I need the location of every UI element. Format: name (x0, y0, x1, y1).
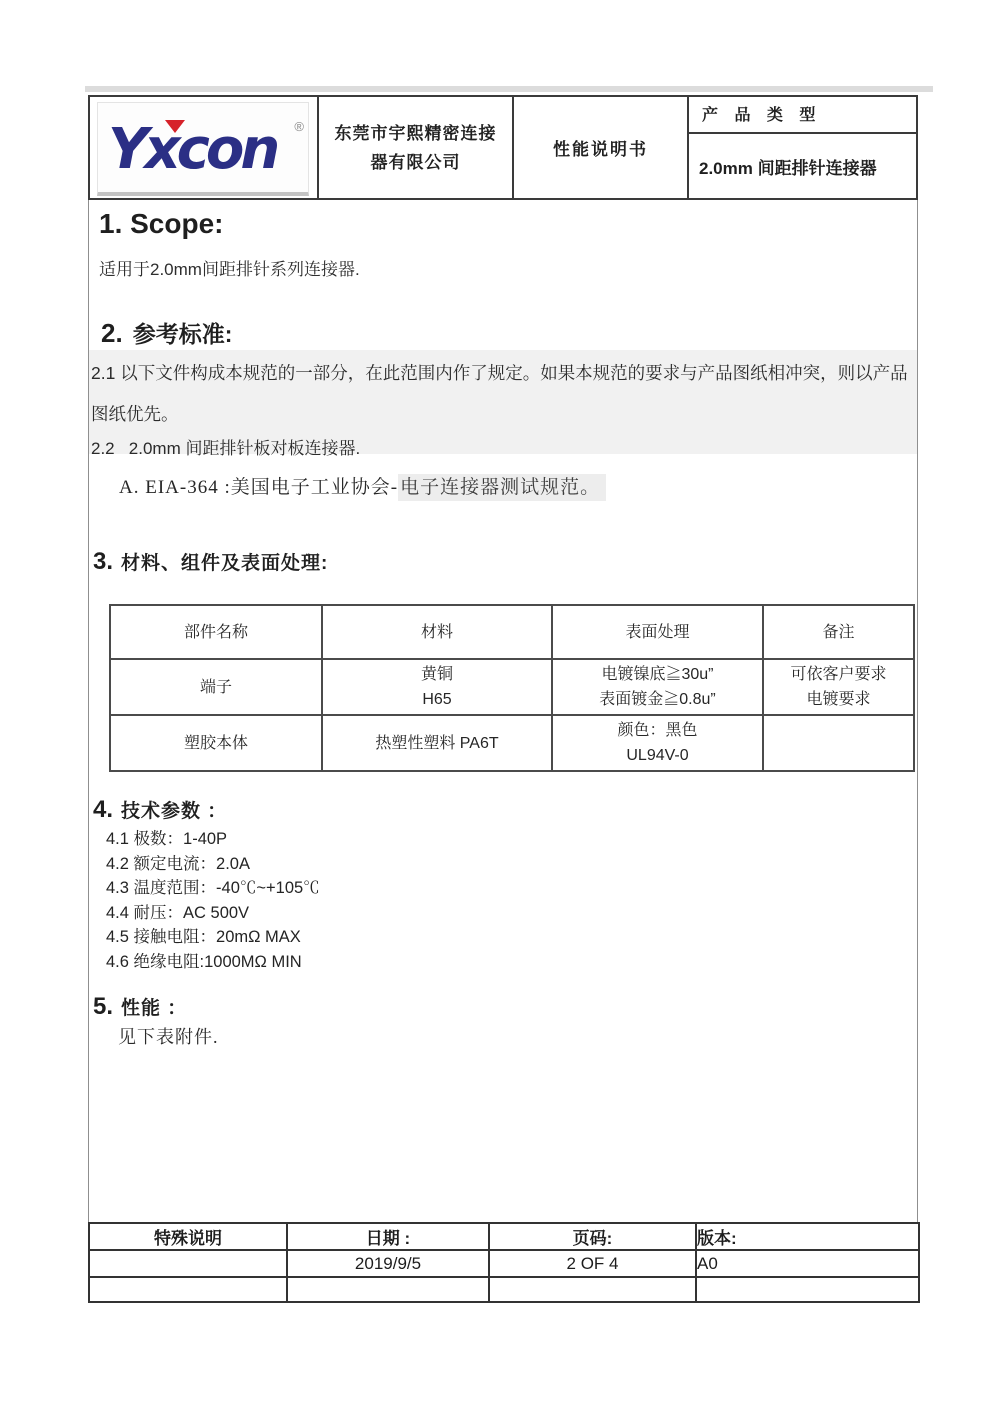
section2-number: 2. (101, 318, 123, 348)
materials-table (109, 604, 915, 772)
cell-part-name: 端子 (110, 659, 322, 715)
footer-version-value: A0 (696, 1250, 919, 1277)
logo-cell (90, 97, 317, 198)
section4-title (93, 796, 227, 824)
footer-header-row (89, 1223, 919, 1250)
section3-heading-text: 材料、组件及表面处理: (121, 553, 329, 574)
scan-artifact-strip (85, 86, 933, 92)
footer-page-value: 2 OF 4 (489, 1250, 696, 1277)
section5-body: 见下表附件. (118, 1027, 219, 1047)
reference-paragraph-block (89, 350, 917, 458)
footer-header-version: 版本: (696, 1223, 919, 1250)
list-item: 4.3 温度范围：-40℃~+105℃ (106, 879, 320, 897)
reference-a-prefix: A. EIA-364 :美国电子工业协会- (119, 477, 399, 498)
company-name-line2: 器有限公司 (370, 152, 461, 172)
materials-header-material: 材料 (322, 605, 552, 659)
cell-note: 可依客户要求 电镀要求 (763, 659, 914, 715)
paragraph-2-2: 2.2 2.0mm 间距排针板对板连接器. (91, 439, 361, 458)
list-item: 4.6 绝缘电阻:1000MΩ MIN (106, 952, 302, 971)
section5-number: 5. (93, 993, 114, 1020)
materials-header-row (110, 605, 914, 659)
logo-wordmark: Yxcon (108, 117, 277, 182)
cell-surface-treatment: 颜色：黑色 UL94V-0 (552, 715, 763, 771)
product-type-value: 2.0mm 间距排针连接器 (699, 158, 877, 178)
paragraph-2-1: 2.1 以下文件构成本规范的一部分，在此范围内作了规定。如果本规范的要求与产品图纸相冲突，则以产品图纸优先。 (91, 363, 908, 424)
list-item: 4.1 极数：1-40P (106, 830, 228, 848)
section4-number: 4. (93, 796, 114, 823)
footer-header-special-note: 特殊说明 (89, 1223, 287, 1250)
section3-number: 3. (93, 548, 114, 575)
cell-material: 黄铜 H65 (322, 659, 552, 715)
product-type-cell (687, 97, 916, 198)
technical-parameters-list (106, 827, 320, 974)
list-item: 4.2 额定电流：2.0A (106, 854, 250, 873)
section1-title: 1. Scope: (99, 208, 224, 239)
reference-item-a (119, 472, 606, 499)
logo-triangle-icon (165, 120, 185, 133)
header-table (88, 95, 918, 200)
company-logo (97, 102, 309, 196)
section1-body: 适用于2.0mm间距排针系列连接器. (99, 260, 360, 279)
footer-value-row (89, 1250, 919, 1277)
materials-header-note: 备注 (763, 605, 914, 659)
document-body (88, 200, 918, 1222)
materials-row-housing (110, 715, 914, 771)
footer-header-page: 页码: (489, 1223, 696, 1250)
footer-special-note-value (89, 1250, 287, 1277)
materials-header-surface: 表面处理 (552, 605, 763, 659)
company-name-line1: 东莞市宇熙精密连接 (334, 123, 497, 143)
company-name (317, 97, 512, 198)
footer-empty-row (89, 1277, 919, 1302)
section2-title (101, 316, 232, 349)
cell-note (763, 715, 914, 771)
cell-material: 热塑性塑料 PA6T (322, 715, 552, 771)
registered-trademark-icon: ® (294, 119, 304, 134)
section5-title (93, 993, 187, 1021)
cell-surface-treatment: 电镀镍底≧30u” 表面镀金≧0.8u” (552, 659, 763, 715)
footer-header-date: 日期 : (287, 1223, 489, 1250)
product-type-label: 产 品 类 型 (689, 97, 916, 134)
footer-table (88, 1222, 920, 1303)
section5-heading-text: 性能 ： (121, 998, 188, 1019)
list-item: 4.5 接触电阻：20mΩ MAX (106, 928, 301, 946)
list-item: 4.4 耐压：AC 500V (106, 903, 250, 922)
reference-a-highlighted: 电子连接器测试规范。 (398, 474, 606, 501)
materials-row-terminal (110, 659, 914, 715)
section2-heading-text: 参考标准: (132, 321, 233, 347)
section4-heading-text: 技术参数 ： (121, 801, 228, 822)
cell-part-name: 塑胶本体 (110, 715, 322, 771)
document-title: 性能说明书 (512, 97, 687, 198)
footer-date-value: 2019/9/5 (287, 1250, 489, 1277)
materials-header-part: 部件名称 (110, 605, 322, 659)
section3-title (93, 548, 328, 576)
